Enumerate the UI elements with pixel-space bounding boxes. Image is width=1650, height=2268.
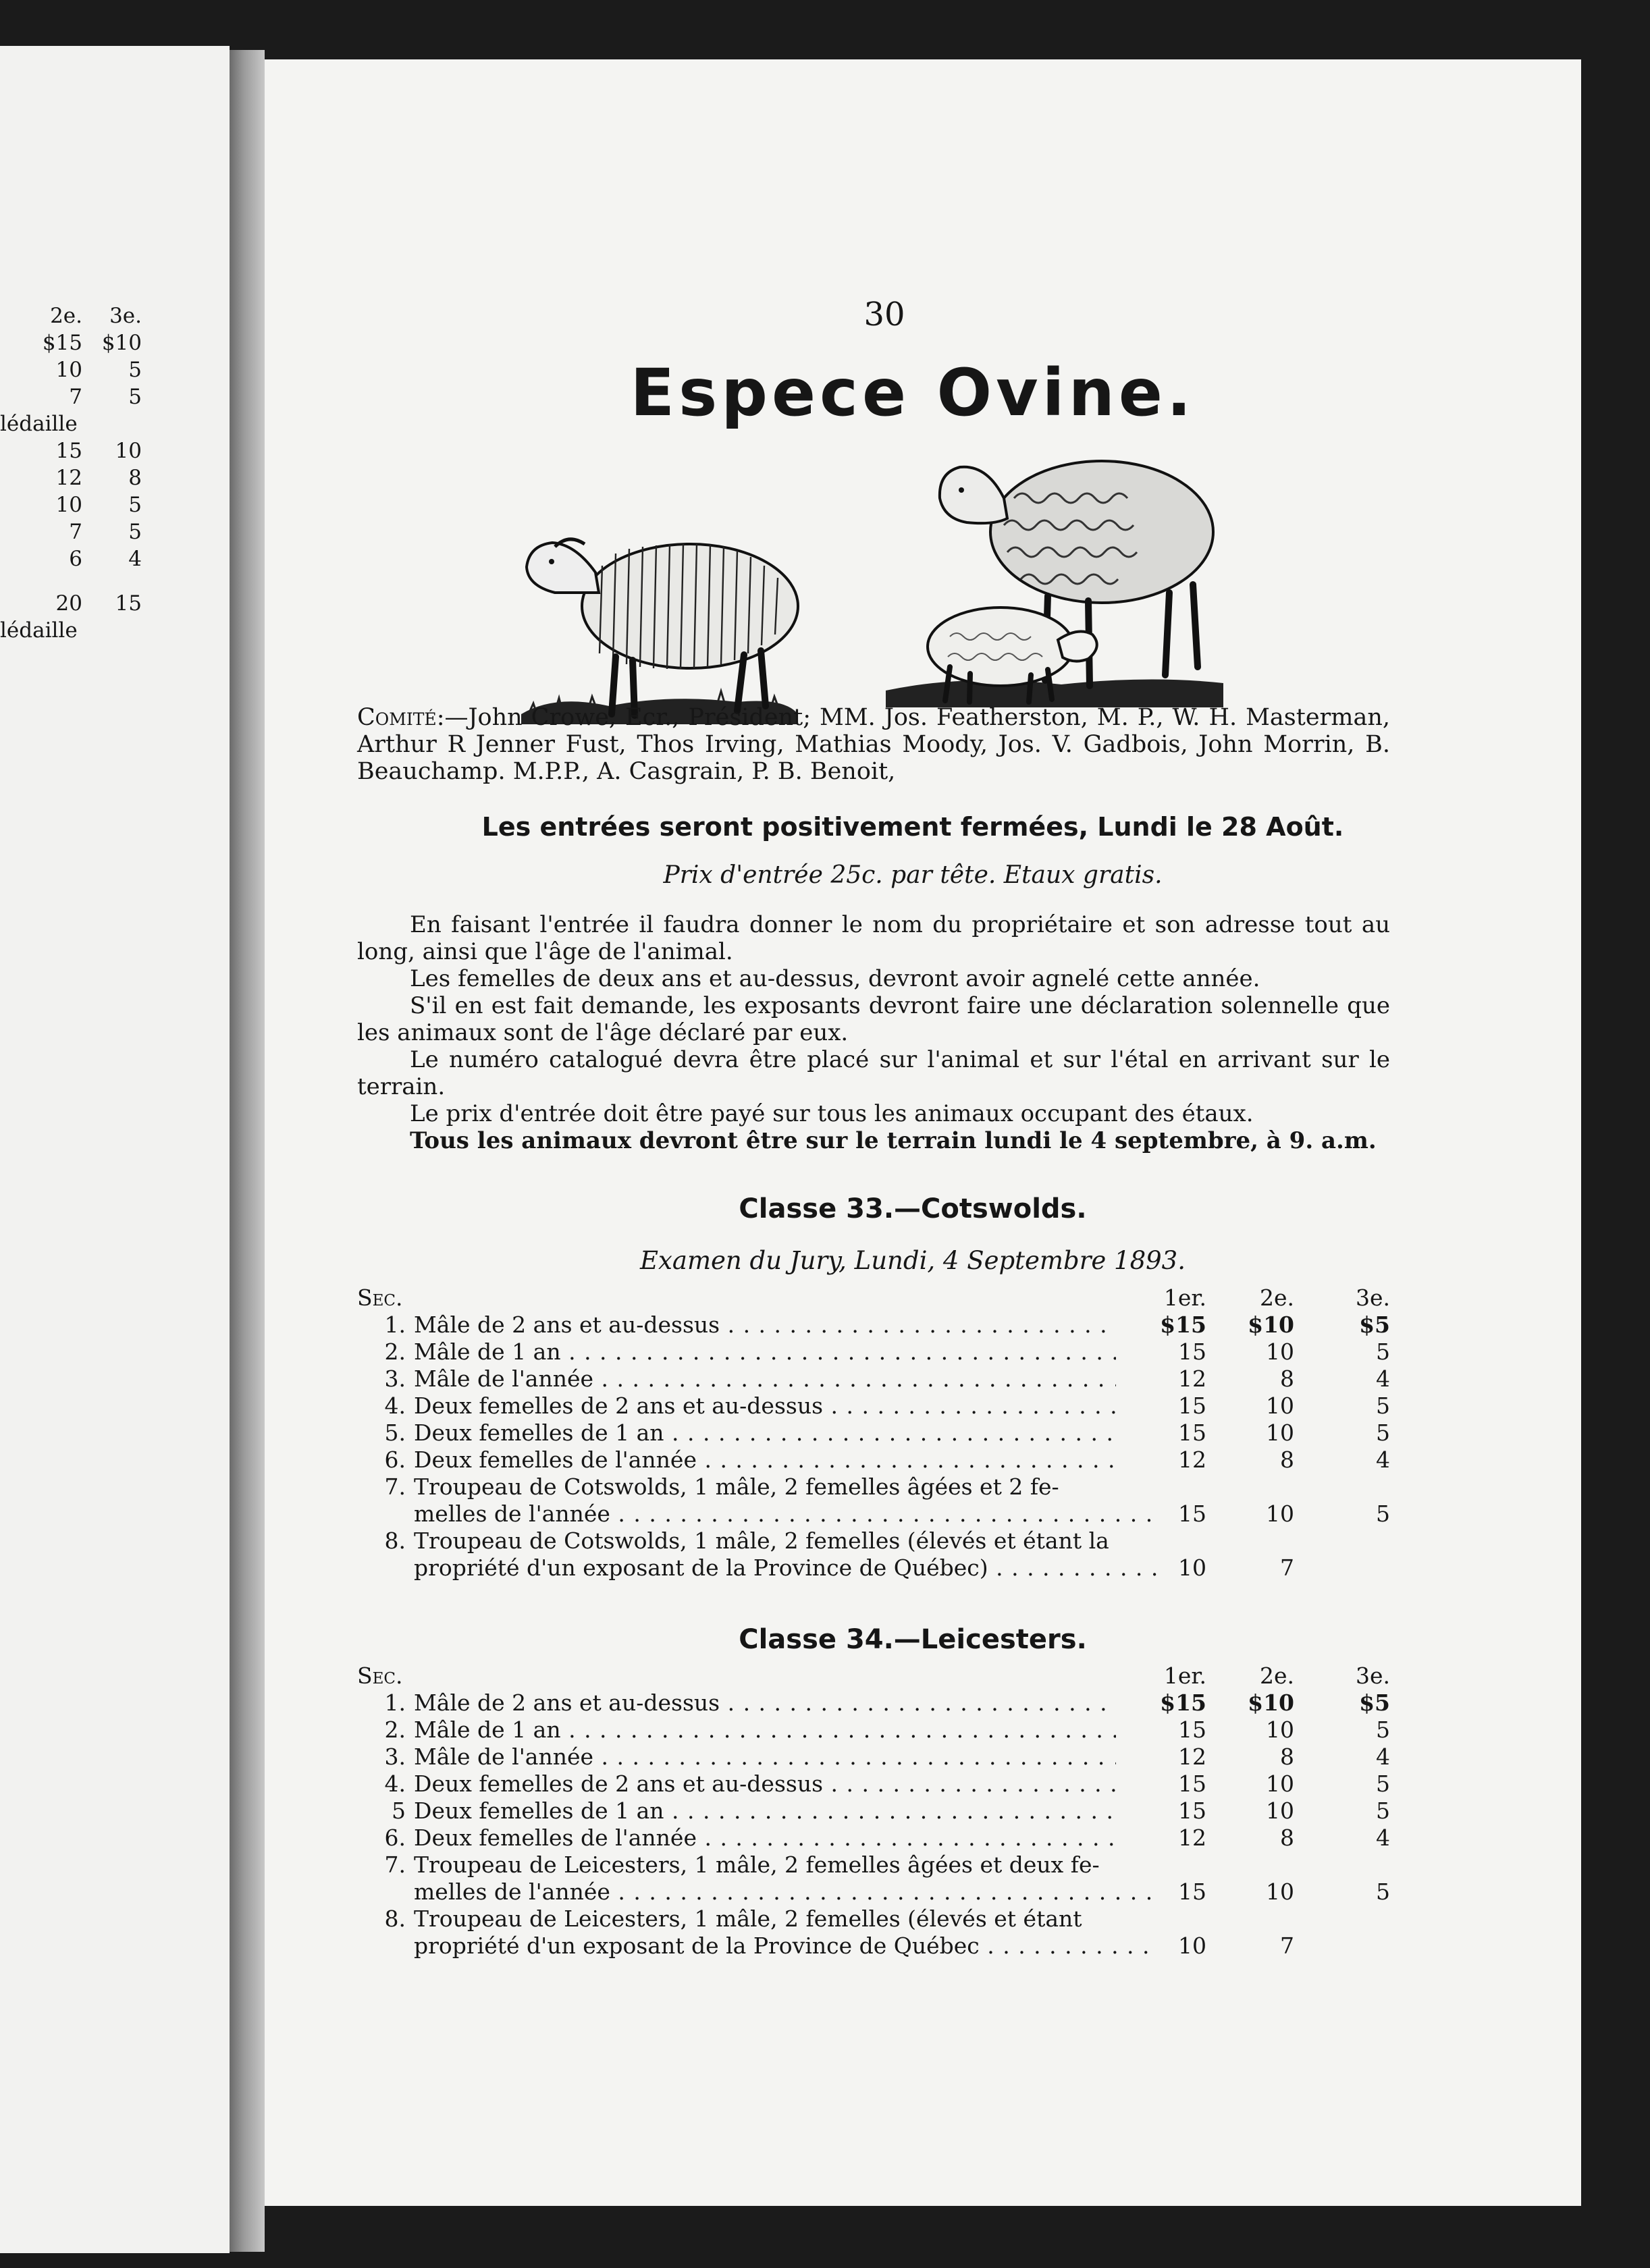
- prize-row: [357, 1906, 1390, 1933]
- section-number: 1.: [384, 1312, 406, 1338]
- left-page-row: [0, 410, 157, 437]
- left-page-header-3e: 3e.: [109, 304, 142, 328]
- section-number: 2.: [384, 1339, 406, 1365]
- left-page-cell: 10: [55, 358, 82, 382]
- second-prize: 8: [1280, 1447, 1294, 1473]
- left-page-cell: 8: [128, 466, 142, 490]
- prize-row: [357, 1825, 1390, 1852]
- page-number: 30: [863, 296, 905, 333]
- section-description: Deux femelles de l'année: [414, 1825, 697, 1851]
- section-description: Deux femelles de 2 ans et au-dessus: [414, 1771, 824, 1797]
- section-number: 8.: [384, 1528, 406, 1554]
- second-prize: 8: [1280, 1825, 1294, 1851]
- left-page-cell: 10: [55, 493, 82, 517]
- class-33-heading: Classe 33.—Cotswolds.: [739, 1193, 1087, 1224]
- left-page-medal-label: lédaille: [0, 412, 78, 436]
- second-prize: 7: [1280, 1933, 1294, 1959]
- section-description: Deux femelles de 1 an: [414, 1798, 664, 1824]
- rule-paragraph: En faisant l'entrée il faudra donner le nom du propriétaire et son adresse tout au long, ainsi que l'âge de l'animal.: [357, 911, 1390, 965]
- prize-row-continuation: [357, 1555, 1390, 1582]
- third-prize-header: 3e.: [1355, 1663, 1390, 1689]
- second-prize: $10: [1248, 1312, 1294, 1338]
- section-column-label: Sec.: [357, 1663, 403, 1689]
- second-prize: 10: [1266, 1339, 1294, 1365]
- second-prize: 7: [1280, 1555, 1294, 1581]
- prize-row: [357, 1447, 1390, 1474]
- left-page-cell: 15: [115, 591, 142, 616]
- left-page-cell: 7: [69, 385, 82, 409]
- left-page-cell: 6: [69, 547, 82, 571]
- left-page-medal-label: lédaille: [0, 618, 78, 643]
- committee-members: :—John Crowe, Ecr., Président; MM. Jos. Featherston, M. P., W. H. Masterman, Arthur R Jenner Fust, Thos Irving, Mathias Moody, Jos. V. Gadbois, John Morrin, B. Beauchamp. M.P.P., A. Casgrain, P. B. Benoit,: [357, 704, 1390, 785]
- third-prize: 4: [1376, 1825, 1390, 1851]
- second-prize: 8: [1280, 1744, 1294, 1770]
- first-prize: 12: [1178, 1447, 1206, 1473]
- section-number: 4.: [384, 1393, 406, 1419]
- section-number: 3.: [384, 1744, 406, 1770]
- prize-row: [357, 1744, 1390, 1771]
- left-page-cell: 7: [69, 520, 82, 544]
- section-number: 8.: [384, 1906, 406, 1932]
- first-prize: 15: [1178, 1879, 1206, 1905]
- first-prize: 15: [1178, 1717, 1206, 1743]
- third-prize: 5: [1376, 1339, 1390, 1365]
- section-number: 7.: [384, 1852, 406, 1878]
- sheep-illustration-ewe-and-lamb: [886, 424, 1237, 741]
- second-prize: 10: [1266, 1501, 1294, 1527]
- section-description: Deux femelles de 1 an: [414, 1420, 664, 1446]
- left-page-cell: 5: [128, 358, 142, 382]
- first-prize: 10: [1178, 1933, 1206, 1959]
- section-column-label: Sec.: [357, 1285, 403, 1311]
- entry-fee-line: Prix d'entrée 25c. par tête. Etaux gratis.: [663, 861, 1163, 889]
- first-prize: 12: [1178, 1825, 1206, 1851]
- prize-row: [357, 1690, 1390, 1717]
- third-prize: $5: [1359, 1312, 1390, 1338]
- third-prize: 5: [1376, 1393, 1390, 1419]
- prize-row: [357, 1528, 1390, 1555]
- left-page-cell: 12: [55, 466, 82, 490]
- second-prize: 10: [1266, 1798, 1294, 1824]
- left-page-cell: 4: [128, 547, 142, 571]
- left-page-row: [0, 437, 157, 464]
- left-page-row: [0, 329, 157, 356]
- section-description-continued: propriété d'un exposant de la Province de Québec . . .: [372, 1933, 1158, 1960]
- section-description-continued: propriété d'un exposant de la Province de Québec) . . .: [372, 1555, 1158, 1582]
- left-page-cell: 15: [55, 439, 82, 463]
- book-gutter: [230, 50, 265, 2252]
- third-prize: 5: [1376, 1717, 1390, 1743]
- third-prize: 5: [1376, 1771, 1390, 1797]
- first-prize: 15: [1178, 1420, 1206, 1446]
- class-33-exam-date: Examen du Jury, Lundi, 4 Septembre 1893.: [640, 1246, 1186, 1275]
- prize-row: [357, 1393, 1390, 1420]
- prize-table-header: [357, 1663, 1390, 1690]
- section-description-continued: melles de l'année . . .: [372, 1879, 1158, 1906]
- left-page-cell: 5: [128, 493, 142, 517]
- section-description-continued: melles de l'année . . .: [372, 1501, 1158, 1528]
- first-prize: 15: [1178, 1798, 1206, 1824]
- section-description: Deux femelles de 2 ans et au-dessus: [414, 1393, 824, 1419]
- third-prize: $5: [1359, 1690, 1390, 1716]
- first-prize: $15: [1160, 1690, 1206, 1716]
- first-prize-header: 1er.: [1163, 1285, 1206, 1311]
- left-page-header-row: [0, 302, 157, 329]
- left-page-row: [0, 464, 157, 491]
- first-prize: 15: [1178, 1501, 1206, 1527]
- prize-row: [357, 1339, 1390, 1366]
- class-34-heading: Classe 34.—Leicesters.: [739, 1624, 1087, 1655]
- first-prize: 12: [1178, 1744, 1206, 1770]
- third-prize: 5: [1376, 1501, 1390, 1527]
- rule-paragraph: Tous les animaux devront être sur le terrain lundi le 4 septembre, à 9. a.m.: [410, 1127, 1377, 1154]
- prize-table-header: [357, 1285, 1390, 1312]
- prize-row: [357, 1420, 1390, 1447]
- prize-row-continuation: [357, 1501, 1390, 1528]
- first-prize: 15: [1178, 1393, 1206, 1419]
- left-page-row: [0, 545, 157, 572]
- rule-paragraph: Les femelles de deux ans et au-dessus, devront avoir agnelé cette année.: [410, 965, 1260, 992]
- rule-paragraph: Le numéro catalogué devra être placé sur l'animal et sur l'étal en arrivant sur le terrain.: [357, 1046, 1390, 1100]
- second-prize-header: 2e.: [1259, 1663, 1294, 1689]
- page-title: Espece Ovine.: [630, 355, 1196, 431]
- section-description: Deux femelles de l'année: [414, 1447, 697, 1473]
- section-description: Troupeau de Cotswolds, 1 mâle, 2 femelles (élevés et étant la: [414, 1528, 1109, 1554]
- prize-row: [357, 1771, 1390, 1798]
- section-description: Troupeau de Leicesters, 1 mâle, 2 femelles âgées et deux fe-: [414, 1852, 1100, 1878]
- class-33-prize-table: [357, 1285, 1390, 1582]
- left-page-row: [0, 518, 157, 545]
- section-description: Mâle de l'année: [414, 1744, 594, 1770]
- second-prize-header: 2e.: [1259, 1285, 1294, 1311]
- class-34-prize-table: [357, 1663, 1390, 1960]
- left-page-row: [0, 617, 157, 644]
- prize-row: [357, 1852, 1390, 1879]
- entry-rules: [357, 911, 1390, 1154]
- third-prize: 4: [1376, 1366, 1390, 1392]
- left-facing-page: [0, 46, 230, 2253]
- first-prize: 10: [1178, 1555, 1206, 1581]
- section-number: 6.: [384, 1447, 406, 1473]
- first-prize: 12: [1178, 1366, 1206, 1392]
- section-description: Mâle de l'année: [414, 1366, 594, 1392]
- second-prize: 10: [1266, 1771, 1294, 1797]
- first-prize-header: 1er.: [1163, 1663, 1206, 1689]
- third-prize: 4: [1376, 1447, 1390, 1473]
- section-number: 3.: [384, 1366, 406, 1392]
- section-description: Mâle de 2 ans et au-dessus: [414, 1312, 720, 1338]
- second-prize: 8: [1280, 1366, 1294, 1392]
- page: [265, 59, 1581, 2206]
- section-number: 2.: [384, 1717, 406, 1743]
- rule-paragraph: S'il en est fait demande, les exposants devront faire une déclaration solennelle que les animaux sont de l'âge déclaré par eux.: [357, 992, 1390, 1046]
- section-description: Mâle de 1 an: [414, 1339, 561, 1365]
- third-prize-header: 3e.: [1355, 1285, 1390, 1311]
- left-page-cell: 5: [128, 385, 142, 409]
- section-description: Mâle de 1 an: [414, 1717, 561, 1743]
- prize-row: [357, 1474, 1390, 1501]
- prize-row-continuation: [357, 1879, 1390, 1906]
- prize-row: [357, 1312, 1390, 1339]
- section-number: 1.: [384, 1690, 406, 1716]
- section-number: 7.: [384, 1474, 406, 1500]
- left-page-row: [0, 491, 157, 518]
- section-number: 6.: [384, 1825, 406, 1851]
- left-page-cell: 10: [115, 439, 142, 463]
- section-description: Mâle de 2 ans et au-dessus: [414, 1690, 720, 1716]
- left-page-row: [0, 590, 157, 617]
- third-prize: 5: [1376, 1420, 1390, 1446]
- section-number: 4.: [384, 1771, 406, 1797]
- left-page-cell: $10: [101, 331, 142, 355]
- committee-paragraph: [357, 704, 1390, 785]
- second-prize: 10: [1266, 1393, 1294, 1419]
- first-prize: $15: [1160, 1312, 1206, 1338]
- second-prize: 10: [1266, 1717, 1294, 1743]
- left-page-row: [0, 356, 157, 383]
- third-prize: 5: [1376, 1798, 1390, 1824]
- prize-row-continuation: [357, 1933, 1390, 1960]
- rule-paragraph: Le prix d'entrée doit être payé sur tous les animaux occupant des étaux.: [410, 1100, 1254, 1127]
- left-page-cell: 20: [55, 591, 82, 616]
- section-number: 5: [392, 1798, 406, 1824]
- left-page-cell: $15: [42, 331, 82, 355]
- second-prize: 10: [1266, 1879, 1294, 1905]
- third-prize: 5: [1376, 1879, 1390, 1905]
- prize-row: [357, 1717, 1390, 1744]
- third-prize: 4: [1376, 1744, 1390, 1770]
- section-description: Troupeau de Cotswolds, 1 mâle, 2 femelles âgées et 2 fe-: [414, 1474, 1059, 1500]
- left-page-row: [0, 383, 157, 410]
- section-number: 5.: [384, 1420, 406, 1446]
- closing-date-notice: Les entrées seront positivement fermées, Lundi le 28 Août.: [481, 812, 1344, 842]
- first-prize: 15: [1178, 1339, 1206, 1365]
- second-prize: 10: [1266, 1420, 1294, 1446]
- committee-label: Comité: [357, 704, 437, 731]
- left-page-header-2e: 2e.: [50, 304, 82, 328]
- prize-row: [357, 1366, 1390, 1393]
- left-page-cell: 5: [128, 520, 142, 544]
- second-prize: $10: [1248, 1690, 1294, 1716]
- section-description: Troupeau de Leicesters, 1 mâle, 2 femelles (élevés et étant: [414, 1906, 1082, 1932]
- first-prize: 15: [1178, 1771, 1206, 1797]
- prize-row: [357, 1798, 1390, 1825]
